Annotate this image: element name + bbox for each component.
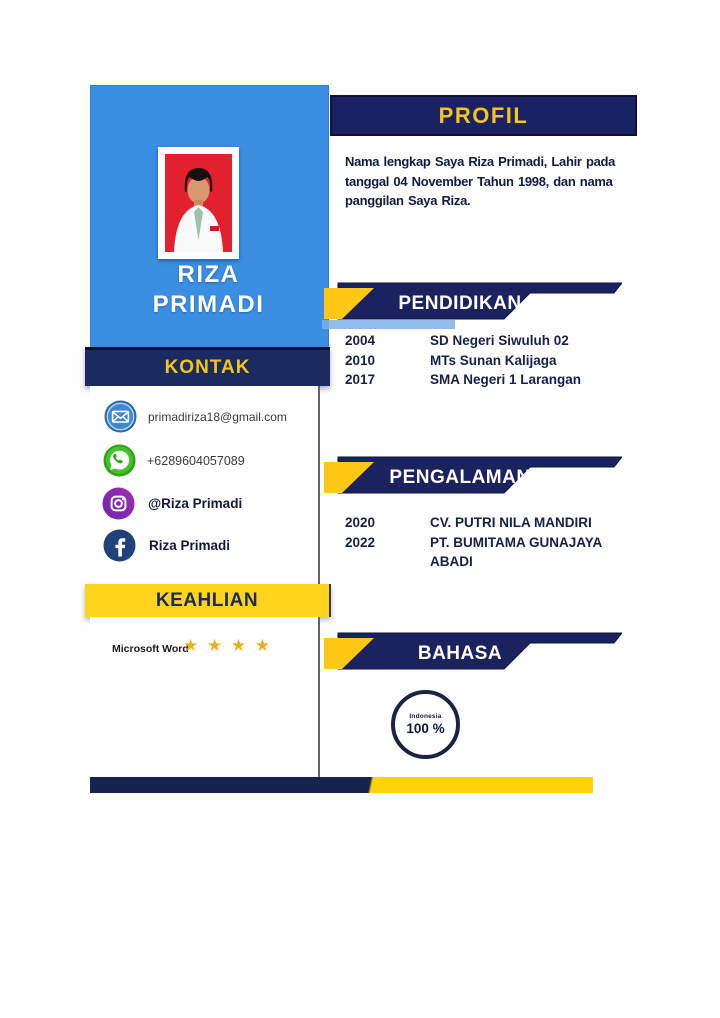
- experience-row: [345, 513, 635, 533]
- contact-label-instagram: @Riza Primadi: [148, 496, 243, 511]
- contact-row-instagram: [102, 487, 242, 520]
- experience-company: PT. BUMITAMA GUNAJAYA ABADI: [430, 534, 602, 569]
- experience-year: 2022: [345, 534, 376, 550]
- education-school: SMA Negeri 1 Larangan: [430, 372, 582, 387]
- profil-line: panggilan Saya Riza.: [345, 193, 471, 208]
- language-proficiency-circle: [391, 690, 460, 759]
- education-year: 2010: [345, 352, 376, 368]
- education-list: [345, 331, 635, 390]
- profil-line: tanggal 04 November Tahun 1998, dan nama: [345, 173, 613, 189]
- bahasa-title: BAHASA: [417, 643, 503, 664]
- instagram-icon: [102, 487, 135, 520]
- candidate-name: [90, 260, 327, 320]
- pendidikan-section-header: [324, 281, 622, 321]
- contact-row-whatsapp: [103, 444, 245, 477]
- profil-paragraph: [345, 152, 623, 211]
- candidate-name-line2: PRIMADI: [152, 291, 265, 318]
- pengalaman-section-header: [324, 455, 622, 495]
- kontak-title: KONTAK: [164, 357, 251, 378]
- education-school: MTs Sunan Kalijaga: [430, 352, 557, 368]
- pengalaman-title: PENGALAMAN: [389, 467, 531, 488]
- email-icon: [104, 400, 137, 433]
- bottom-accent-bar: [90, 777, 593, 793]
- contact-row-email: [104, 400, 287, 433]
- bahasa-section-header: [324, 631, 622, 671]
- skill-name: Microsoft Word: [112, 643, 189, 655]
- experience-year: 2020: [345, 515, 376, 530]
- contact-row-facebook: [103, 529, 230, 562]
- experience-company: CV. PUTRI NILA MANDIRI: [430, 515, 592, 530]
- education-school: SD Negeri Siwuluh 02: [430, 333, 569, 348]
- education-year: 2017: [345, 372, 376, 387]
- education-row: [345, 351, 635, 371]
- whatsapp-icon: [103, 444, 136, 477]
- skill-star-rating: ★ ★ ★ ★: [183, 636, 273, 655]
- profil-title: PROFIL: [438, 102, 529, 128]
- pendidikan-title: PENDIDIKAN: [398, 293, 522, 314]
- kontak-section-header: [85, 347, 330, 386]
- language-name: Indonesia: [409, 713, 442, 720]
- contact-label-whatsapp: +6289604057089: [147, 453, 245, 468]
- profil-line: Nama lengkap Saya Riza Primadi, Lahir pada: [345, 154, 616, 169]
- language-percent: 100 %: [406, 721, 445, 736]
- profil-section-header: [330, 95, 637, 136]
- contact-label-email: primadiriza18@gmail.com: [148, 409, 287, 424]
- pendidikan-underline: [322, 320, 455, 329]
- keahlian-section-header: [85, 584, 331, 617]
- facebook-icon: [103, 529, 136, 562]
- candidate-name-line1: RIZA: [177, 261, 240, 288]
- keahlian-title: KEAHLIAN: [155, 589, 259, 611]
- contact-label-facebook: Riza Primadi: [149, 538, 231, 553]
- education-row: [345, 331, 635, 351]
- education-row: [345, 370, 635, 390]
- experience-list: [345, 513, 635, 572]
- education-year: 2004: [345, 333, 376, 348]
- portrait-image: [165, 154, 232, 252]
- profile-photo: [158, 147, 239, 259]
- experience-row: [345, 533, 635, 572]
